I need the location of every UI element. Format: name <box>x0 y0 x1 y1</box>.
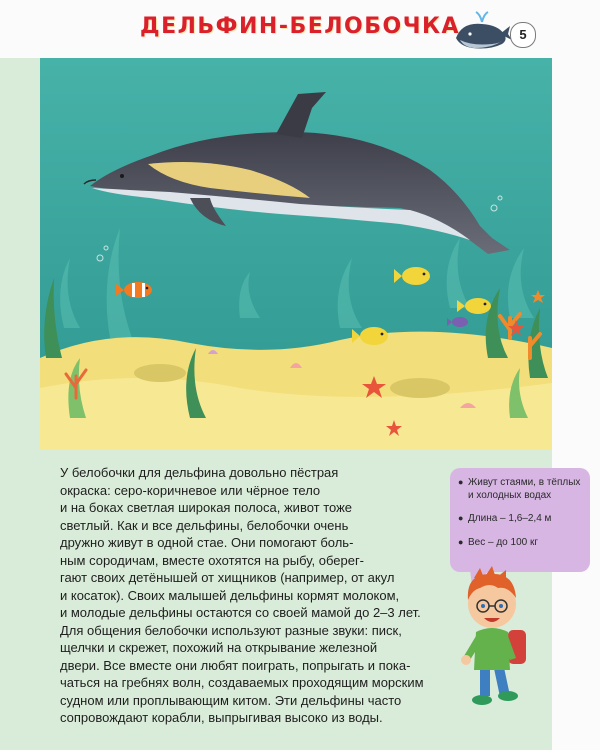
article-line: сопровождают корабли, выпрыгивая высоко из воды. <box>60 710 383 725</box>
bullet-icon: ● <box>458 537 464 547</box>
fact-item <box>458 476 584 502</box>
article-line: светлый. Как и все дельфины, белобочки очень <box>60 517 349 533</box>
article-line: У белобочки для дельфина довольно пёстрая <box>60 465 339 480</box>
whale-icon <box>452 8 514 54</box>
fact-text: Живут стаями, в тёплых и холодных водах <box>468 477 581 501</box>
article-line: и молодые дельфины остаются со своей мамой до 2–3 лет. <box>60 605 421 620</box>
facts-callout <box>450 468 590 572</box>
article-line: гают своих детёнышей от хищников (например, от акул <box>60 570 395 585</box>
fact-text: Длина – 1,6–2,4 м <box>468 513 552 524</box>
article-line: и на боках светлая широкая полоса, живот тоже <box>60 500 353 515</box>
fact-item <box>458 536 584 549</box>
page-number: 5 <box>510 22 536 48</box>
article-line: ным сородичам, вместе охотятся на рыбу, оберег- <box>60 552 365 568</box>
article-text <box>60 464 440 727</box>
article-line: двери. Все вместе они любят поиграть, попрыгать и пока- <box>60 657 411 673</box>
article-line: окраска: серо-коричневое или чёрное тело <box>60 482 321 498</box>
dolphin-underwater-illustration <box>40 58 552 450</box>
boy-character-illustration <box>450 560 540 710</box>
article-line: Для общения белобочки используют разные звуки: писк, <box>60 622 402 638</box>
article-line: чаться на гребнях волн, создаваемых проходящим морским <box>60 675 424 690</box>
article-line: судном или проплывающим китом. Эти дельфины часто <box>60 692 402 708</box>
article-line: и косаток). Своих малышей дельфины кормят молоком, <box>60 587 400 603</box>
article-line: дружно живут в одной стае. Они помогают боль- <box>60 535 354 550</box>
page-title: ДЕЛЬФИН-БЕЛОБОЧКА <box>140 14 460 39</box>
bullet-icon: ● <box>458 477 464 487</box>
article-line: щелчки и скрежет, похожий на открывание железной <box>60 640 378 655</box>
fact-item <box>458 512 584 525</box>
bullet-icon: ● <box>458 513 464 523</box>
fact-text: Вес – до 100 кг <box>468 537 539 548</box>
